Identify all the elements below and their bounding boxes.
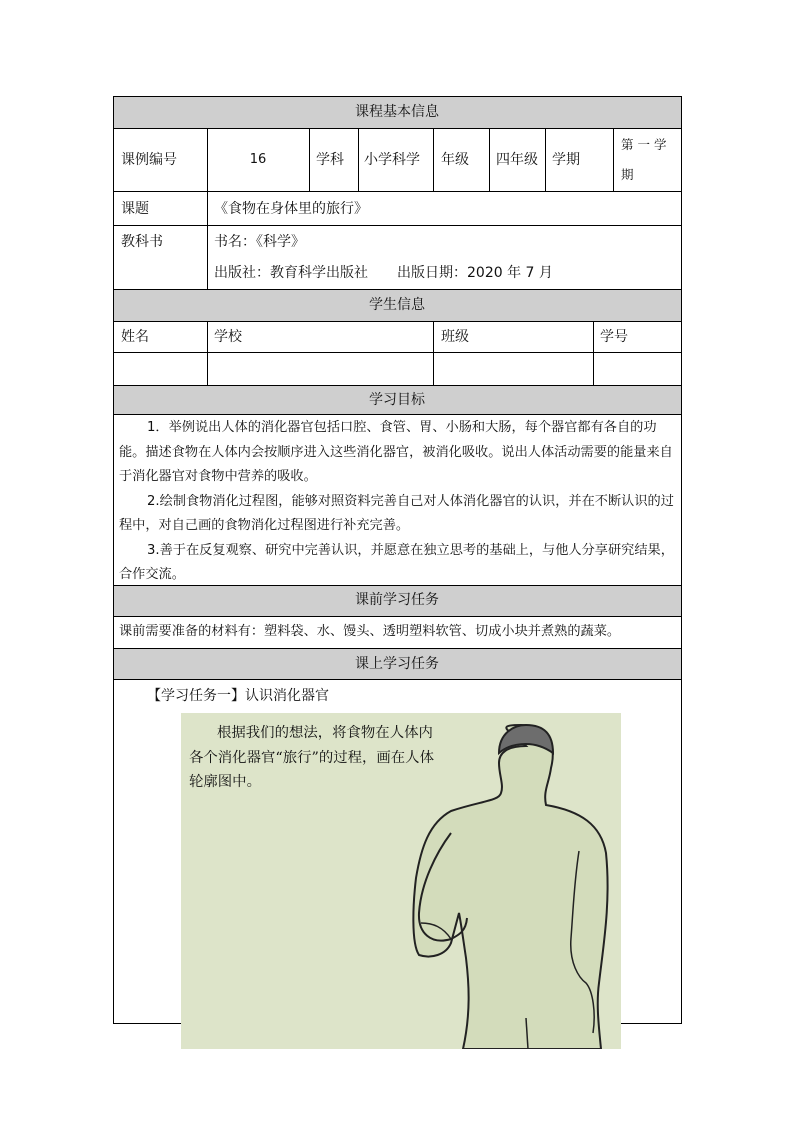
task1-title: 【学习任务一】认识消化器官: [147, 688, 329, 704]
body-silhouette: [413, 725, 607, 1049]
student-id-field[interactable]: [594, 353, 681, 385]
section-title-course-info: 课程基本信息: [355, 104, 439, 120]
grade-label: 年级: [441, 152, 469, 168]
student-school-field[interactable]: [208, 353, 433, 385]
table-rule: [113, 191, 682, 192]
table-rule: [113, 289, 682, 290]
section-title-pre-tasks: 课前学习任务: [355, 592, 439, 608]
textbook-label: 教科书: [121, 234, 163, 250]
objective-item: 3.善于在反复观察、研究中完善认识，并愿意在独立思考的基础上，与他人分享研究结果，合作交流。: [119, 542, 674, 582]
grade-value: 四年级: [496, 152, 538, 168]
section-title-objectives: 学习目标: [369, 392, 425, 408]
student-name-field[interactable]: [114, 353, 207, 385]
cell-divider: [613, 128, 614, 191]
cell-divider: [309, 128, 310, 191]
cell-divider: [358, 128, 359, 191]
table-rule: [113, 321, 682, 322]
table-rule: [113, 679, 682, 680]
cell-divider: [489, 128, 490, 191]
objective-item: 2.绘制食物消化过程图，能够对照资料完善自己对人体消化器官的认识，并在不断认识的过程中，对自己画的食物消化过程图进行补充完善。: [119, 493, 674, 533]
topic-label: 课题: [121, 201, 149, 217]
objective-item: 1．举例说出人体的消化器官包括口腔、食管、胃、小肠和大肠，每个器官都有各自的功能。描述食物在人体内会按顺序进入这些消化器官，被消化吸收。说出人体活动需要的能量来自于消化器官对食物中营养的吸收。: [119, 420, 673, 484]
student-class-field[interactable]: [434, 353, 593, 385]
cell-divider: [207, 191, 208, 289]
table-rule: [113, 648, 682, 649]
student-class-label: 班级: [441, 329, 469, 345]
student-id-label: 学号: [600, 329, 628, 345]
table-rule: [113, 616, 682, 617]
cell-divider: [545, 128, 546, 191]
case-no-label: 课例编号: [121, 152, 177, 168]
cell-divider: [433, 128, 434, 191]
table-rule: [113, 385, 682, 386]
table-border-left: [113, 96, 114, 1024]
figure-instruction-text: 根据我们的想法，将食物在人体内各个消化器官“旅行”的过程，画在人体轮廓图中。: [189, 725, 434, 790]
term-value-line1: 第 一 学: [621, 137, 667, 152]
pre-task-text: 课前需要准备的材料有：塑料袋、水、馒头、透明塑料软管、切成小块并煮熟的蔬菜。: [119, 624, 621, 639]
student-name-label: 姓名: [121, 329, 149, 345]
table-rule: [113, 96, 682, 97]
student-school-label: 学校: [214, 329, 242, 345]
term-label: 学期: [552, 152, 580, 168]
topic-value: 《食物在身体里的旅行》: [214, 201, 368, 217]
publisher: 出版社：教育科学出版社: [214, 265, 368, 281]
case-no-value: 16: [249, 152, 267, 167]
subject-value: 小学科学: [364, 152, 420, 168]
table-rule: [113, 128, 682, 129]
table-rule: [113, 225, 682, 226]
table-rule: [113, 414, 682, 415]
body-outline-figure[interactable]: [181, 713, 621, 1049]
human-body-outline: [181, 713, 621, 1049]
table-border-right: [681, 96, 682, 1024]
subject-label: 学科: [316, 152, 344, 168]
section-title-class-tasks: 课上学习任务: [355, 656, 439, 672]
section-title-student-info: 学生信息: [369, 297, 425, 313]
objectives-list: [119, 416, 677, 588]
publish-date: 出版日期：2020 年 7 月: [397, 265, 553, 281]
book-name: 书名：《科学》: [214, 234, 305, 250]
term-value-line2: 期: [621, 167, 634, 182]
